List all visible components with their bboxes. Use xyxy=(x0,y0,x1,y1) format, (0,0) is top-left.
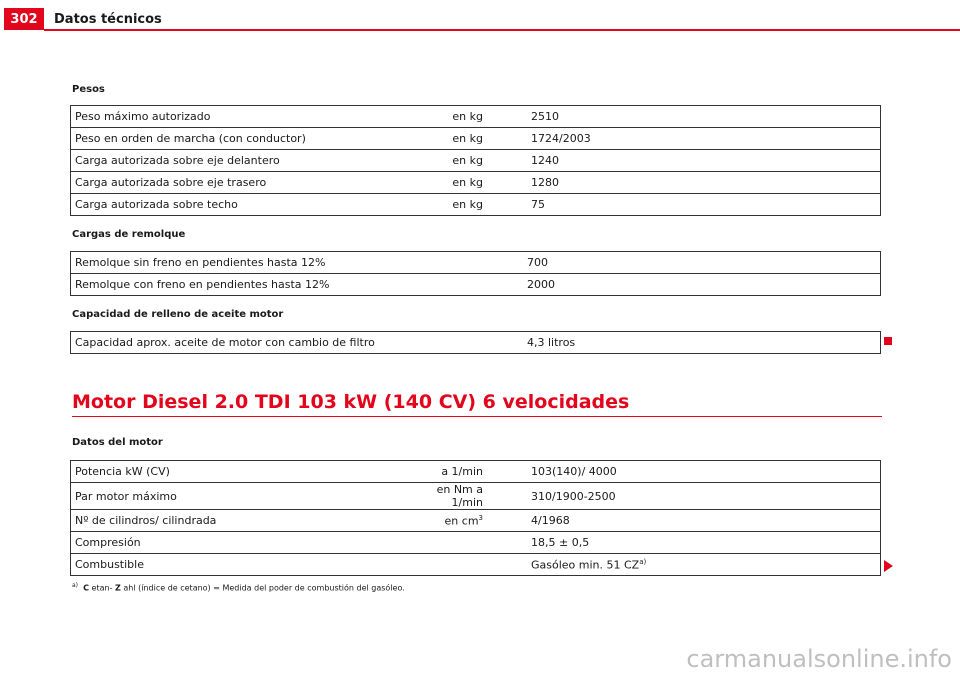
row-label: Carga autorizada sobre eje trasero xyxy=(71,172,400,194)
table-motor xyxy=(70,460,881,576)
page-header xyxy=(0,0,960,31)
page-title: Datos técnicos xyxy=(54,12,162,27)
unit-text: en cm xyxy=(444,514,479,528)
section-heading-motor: Motor Diesel 2.0 TDI 103 kW (140 CV) 6 velocidades xyxy=(72,391,630,413)
table-row xyxy=(71,483,881,510)
row-label: Peso máximo autorizado xyxy=(75,110,211,123)
row-value: 75 xyxy=(487,194,881,216)
table-row xyxy=(71,461,881,483)
table-row xyxy=(71,510,881,532)
row-label: Remolque sin freno en pendientes hasta 12% xyxy=(75,256,326,269)
row-label: Combustible xyxy=(71,554,400,576)
row-value xyxy=(487,554,881,576)
table-row xyxy=(71,172,881,194)
section-title-datos-motor: Datos del motor xyxy=(72,437,163,448)
table-row xyxy=(71,554,881,576)
table-aceite xyxy=(70,331,881,354)
value-text: Gasóleo min. 51 CZ xyxy=(531,558,640,572)
row-unit xyxy=(399,554,487,576)
row-label: Peso en orden de marcha (con conductor) xyxy=(71,128,400,150)
table-row xyxy=(71,150,881,172)
row-value: 2000 xyxy=(483,274,881,296)
watermark: carmanualsonline.info xyxy=(686,645,952,673)
row-unit xyxy=(399,510,487,532)
table-row xyxy=(71,532,881,554)
footnote-ref: a) xyxy=(639,557,647,566)
footnote-text-1: etan- xyxy=(89,583,116,593)
row-value: 310/1900-2500 xyxy=(487,483,881,510)
row-label: Carga autorizada sobre eje delantero xyxy=(71,150,400,172)
section-end-square-icon xyxy=(884,337,892,345)
row-unit: en kg xyxy=(399,194,487,216)
footnote-c: C xyxy=(83,583,89,593)
row-label: Compresión xyxy=(71,532,400,554)
table-remolque xyxy=(70,251,881,296)
row-unit: a 1/min xyxy=(441,465,483,478)
footnote-text-2: ahl (índice de cetano) = Medida del poder de combustión del gasóleo. xyxy=(120,583,405,593)
table-row xyxy=(71,274,881,296)
row-unit: en kg xyxy=(452,110,483,123)
row-label: Capacidad aprox. aceite de motor con cambio de filtro xyxy=(75,336,375,349)
row-value: 1280 xyxy=(487,172,881,194)
table-row xyxy=(71,194,881,216)
row-label: Carga autorizada sobre techo xyxy=(71,194,400,216)
row-unit: en Nm a 1/min xyxy=(399,483,487,510)
continue-arrow-icon xyxy=(884,560,893,572)
row-value: 4/1968 xyxy=(487,510,881,532)
section-title-aceite: Capacidad de relleno de aceite motor xyxy=(72,309,284,320)
row-unit: en kg xyxy=(399,172,487,194)
section-title-pesos: Pesos xyxy=(72,84,105,95)
row-label: Remolque con freno en pendientes hasta 12% xyxy=(71,274,484,296)
row-value: 2510 xyxy=(531,110,559,123)
page-number: 302 xyxy=(4,8,44,30)
footnote-marker: a) xyxy=(72,582,79,589)
row-label: Nº de cilindros/ cilindrada xyxy=(71,510,400,532)
table-row xyxy=(71,332,881,354)
heading-divider xyxy=(72,416,882,417)
row-unit: en kg xyxy=(399,150,487,172)
header-divider xyxy=(44,29,960,31)
footnote-z: Z xyxy=(115,583,121,593)
footnote xyxy=(72,582,405,593)
table-row xyxy=(71,128,881,150)
section-title-remolque: Cargas de remolque xyxy=(72,229,186,240)
row-label: Par motor máximo xyxy=(71,483,400,510)
row-unit xyxy=(399,532,487,554)
row-value: 4,3 litros xyxy=(527,336,576,349)
unit-superscript: 3 xyxy=(478,513,483,522)
table-pesos xyxy=(70,105,881,216)
table-row xyxy=(71,106,881,128)
row-label: Potencia kW (CV) xyxy=(75,465,170,478)
row-value: 700 xyxy=(527,256,548,269)
row-value: 18,5 ± 0,5 xyxy=(487,532,881,554)
row-value: 1240 xyxy=(487,150,881,172)
row-unit: en kg xyxy=(399,128,487,150)
table-row xyxy=(71,252,881,274)
row-value: 103(140)/ 4000 xyxy=(531,465,617,478)
row-value: 1724/2003 xyxy=(487,128,881,150)
